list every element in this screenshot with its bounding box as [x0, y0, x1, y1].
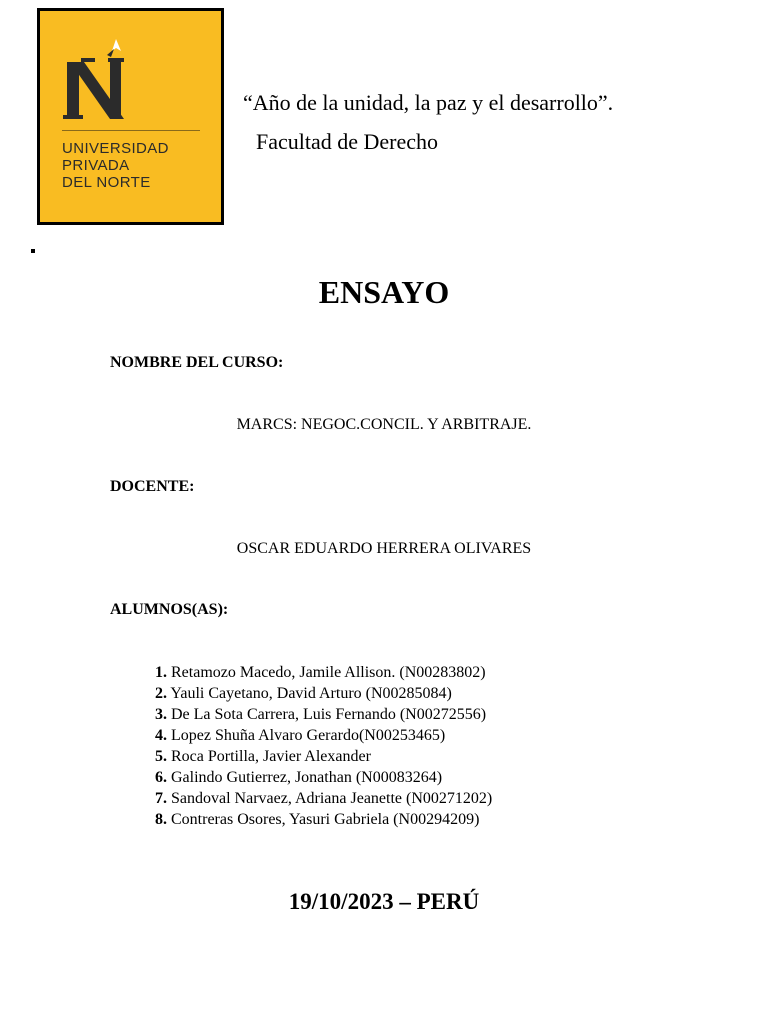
- student-item: [155, 746, 492, 767]
- university-logo: [37, 8, 224, 225]
- student-item: [155, 767, 492, 788]
- course-name: MARCS: NEGOC.CONCIL. Y ARBITRAJE.: [236, 416, 532, 433]
- student-number: 6.: [155, 769, 167, 786]
- student-name: Retamozo Macedo, Jamile Allison. (N00283802): [171, 664, 486, 681]
- student-item: [155, 683, 492, 704]
- student-item: [155, 725, 492, 746]
- logo-text-line3: DEL NORTE: [62, 174, 151, 191]
- bullet-dot: [31, 249, 35, 253]
- student-number: 4.: [155, 727, 167, 744]
- student-number: 1.: [155, 664, 167, 681]
- student-number: 2.: [155, 685, 167, 702]
- student-name: Sandoval Narvaez, Adriana Jeanette (N00271202): [171, 790, 493, 807]
- student-name: Contreras Osores, Yasuri Gabriela (N00294209): [171, 811, 480, 828]
- student-number: 3.: [155, 706, 167, 723]
- student-number: 7.: [155, 790, 167, 807]
- students-label: ALUMNOS(AS):: [110, 601, 229, 618]
- student-name: Galindo Gutierrez, Jonathan (N00083264): [171, 769, 443, 786]
- student-number: 8.: [155, 811, 167, 828]
- teacher-label: DOCENTE:: [110, 478, 195, 495]
- year-motto: “Año de la unidad, la paz y el desarrollo”.: [243, 90, 614, 115]
- student-item: [155, 788, 492, 809]
- logo-text-line1: UNIVERSIDAD: [62, 140, 169, 157]
- student-item: [155, 704, 492, 725]
- student-name: Yauli Cayetano, David Arturo (N00285084): [170, 685, 452, 702]
- student-name: Roca Portilla, Javier Alexander: [171, 748, 371, 765]
- students-list: [155, 662, 492, 830]
- faculty-name: Facultad de Derecho: [256, 129, 439, 154]
- date-location: 19/10/2023 – PERÚ: [288, 889, 480, 914]
- student-name: Lopez Shuña Alvaro Gerardo(N00253465): [171, 727, 446, 744]
- student-item: [155, 809, 492, 830]
- course-label: NOMBRE DEL CURSO:: [110, 354, 284, 371]
- student-number: 5.: [155, 748, 167, 765]
- teacher-name: OSCAR EDUARDO HERRERA OLIVARES: [236, 540, 532, 557]
- student-item: [155, 662, 492, 683]
- student-name: De La Sota Carrera, Luis Fernando (N00272556): [171, 706, 487, 723]
- document-title: ENSAYO: [318, 274, 450, 310]
- logo-text-line2: PRIVADA: [62, 157, 130, 174]
